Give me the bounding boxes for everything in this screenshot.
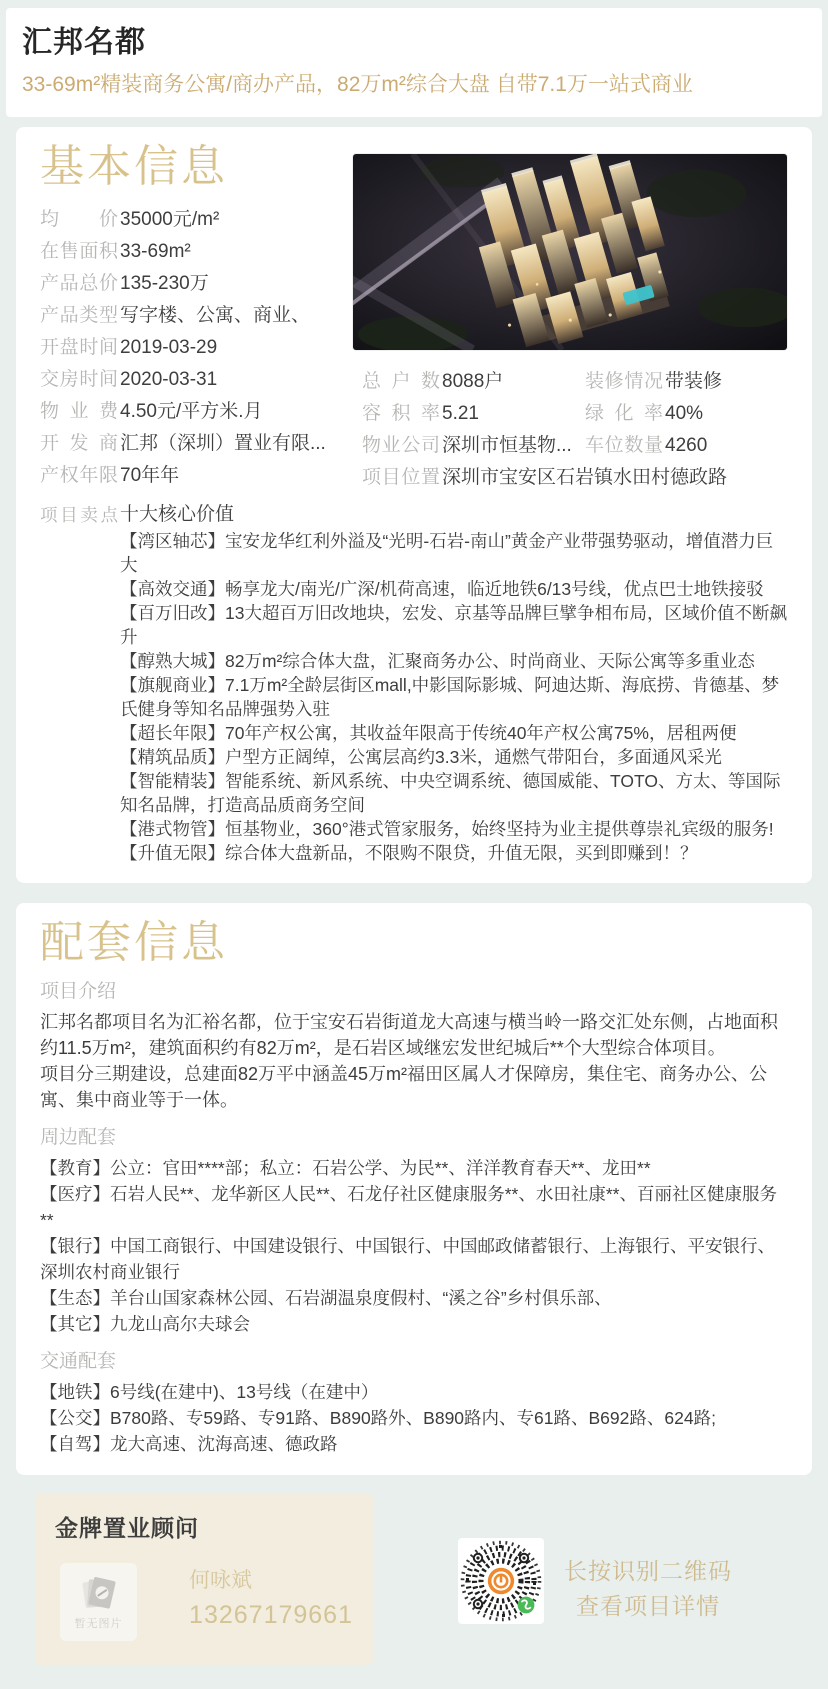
advisor-card bbox=[35, 1493, 373, 1665]
traffic-item-metro: 【地铁】6号线(在建中)、13号线（在建中） bbox=[40, 1382, 379, 1402]
selling-point-item: 【旗舰商业】7.1万m²全龄层街区mall,中影国际影城、阿迪达斯、海底捞、肯德基、梦氏健身等知名品牌强势入驻 bbox=[120, 675, 780, 719]
kv-label: 交房时间 bbox=[40, 369, 118, 390]
qr-caption bbox=[564, 1538, 732, 1624]
kv-label: 物业公司 bbox=[362, 435, 440, 456]
basic-info-card bbox=[16, 127, 812, 883]
project-intro-paragraph-2: 项目分三期建设，总建面82万平中涵盖45万m²福田区属人才保障房，集住宅、商务办公、公寓、集中商业等于一体。 bbox=[40, 1064, 768, 1110]
project-subtitle: 33-69m²精装商务公寓/商办产品，82万m²综合大盘 自带7.1万一站式商业 bbox=[22, 73, 693, 96]
basic-info-right-kv-list bbox=[352, 371, 788, 488]
page-header bbox=[6, 8, 822, 117]
kv-value: 40% bbox=[665, 403, 704, 424]
kv-row-parking-count bbox=[585, 435, 707, 456]
kv-value: 深圳市宝安区石岩镇水田村德政路 bbox=[442, 467, 728, 488]
kv-label: 在售面积 bbox=[40, 241, 118, 262]
kv-row-project-location bbox=[362, 467, 788, 488]
selling-point-item: 【升值无限】综合体大盘新品，不限购不限贷，升值无限，买到即赚到！？ bbox=[120, 843, 698, 863]
selling-points-headline: 十大核心价值 bbox=[120, 504, 235, 525]
kv-value: 135-230万 bbox=[120, 273, 209, 294]
kv-label: 均价 bbox=[40, 209, 118, 230]
basic-info-right-column bbox=[352, 143, 788, 499]
qr-caption-line1: 长按识别二维码 bbox=[564, 1558, 732, 1584]
kv-row-plot-ratio bbox=[362, 403, 585, 424]
advisor-photo-placeholder[interactable] bbox=[60, 1563, 137, 1641]
kv-value: 写字楼、公寓、商业、 bbox=[120, 305, 311, 326]
selling-points-content bbox=[120, 503, 788, 865]
selling-point-item: 【精筑品质】户型方正阔绰，公寓层高约3.3米，通燃气带阳台，多面通风采光 bbox=[120, 747, 722, 767]
kv-label: 开发商 bbox=[40, 433, 118, 454]
kv-value: 2020-03-31 bbox=[120, 369, 218, 390]
kv-value: 35000元/m² bbox=[120, 209, 220, 230]
building-rendering-image[interactable] bbox=[352, 153, 788, 351]
kv-value: 8088户 bbox=[442, 371, 504, 392]
project-title: 汇邦名都 bbox=[22, 26, 146, 59]
around-item-other: 【其它】九龙山高尔夫球会 bbox=[40, 1314, 250, 1334]
kv-row-delivery-date bbox=[40, 369, 336, 390]
around-facility-label: 周边配套 bbox=[40, 1127, 117, 1148]
selling-point-item: 【高效交通】畅享龙大/南光/广深/机荷高速，临近地铁6/13号线，优点巴士地铁接驳 bbox=[120, 579, 764, 599]
qr-caption-line2: 查看项目详情 bbox=[576, 1593, 720, 1619]
kv-label: 产权年限 bbox=[40, 465, 118, 486]
kv-row-total-households bbox=[362, 371, 585, 392]
kv-value: 2019-03-29 bbox=[120, 337, 218, 358]
kv-value: 深圳市恒基物... bbox=[442, 435, 572, 456]
kv-row-management-parking bbox=[362, 435, 788, 467]
kv-row-developer bbox=[40, 433, 336, 454]
traffic-item-drive: 【自驾】龙大高速、沈海高速、德政路 bbox=[40, 1434, 338, 1454]
kv-row-average-price bbox=[40, 209, 336, 230]
selling-point-item: 【超长年限】70年产权公寓，其收益年限高于传统40年产权公寓75%，居租两便 bbox=[120, 723, 737, 743]
facility-info-card bbox=[16, 903, 812, 1475]
kv-label: 装修情况 bbox=[585, 371, 663, 392]
no-photo-text: 暂无图片 bbox=[74, 1618, 123, 1630]
selling-point-item: 【醇熟大城】82万m²综合体大盘，汇聚商务办公、时尚商业、天际公寓等多重业态 bbox=[120, 651, 755, 671]
kv-row-product-type bbox=[40, 305, 336, 326]
selling-point-item: 【湾区轴芯】宝安龙华红利外溢及“光明-石岩-南山”黄金产业带强势驱动，增值潜力巨大 bbox=[120, 531, 774, 575]
advisor-name: 何咏斌 bbox=[189, 1569, 253, 1592]
kv-label: 容积率 bbox=[362, 403, 440, 424]
basic-info-kv-list bbox=[40, 209, 336, 486]
kv-label: 产品总价 bbox=[40, 273, 118, 294]
kv-row-tenure bbox=[40, 465, 336, 486]
facility-section-title: 配套信息 bbox=[40, 918, 228, 967]
advisor-card-title: 金牌置业顾问 bbox=[55, 1515, 199, 1541]
project-intro-label: 项目介绍 bbox=[40, 981, 117, 1002]
kv-row-decoration bbox=[585, 371, 722, 392]
kv-label: 开盘时间 bbox=[40, 337, 118, 358]
selling-point-item: 【百万旧改】13大超百万旧改地块，宏发、京基等品牌巨擘争相布局，区域价值不断飙升 bbox=[120, 603, 787, 647]
kv-label: 总户数 bbox=[362, 371, 440, 392]
kv-label: 绿化率 bbox=[585, 403, 663, 424]
mini-program-qr-code[interactable] bbox=[458, 1538, 544, 1624]
qr-zone bbox=[458, 1538, 732, 1624]
selling-point-item: 【港式物管】恒基物业，360°港式管家服务，始终坚持为业主提供尊崇礼宾级的服务! bbox=[120, 819, 774, 839]
kv-value: 带装修 bbox=[665, 371, 723, 392]
kv-value: 5.21 bbox=[442, 403, 479, 424]
basic-info-section-title: 基本信息 bbox=[40, 142, 228, 191]
kv-row-area-on-sale bbox=[40, 241, 336, 262]
kv-label: 物业费 bbox=[40, 401, 118, 422]
kv-value: 汇邦（深圳）置业有限... bbox=[120, 433, 326, 454]
kv-value: 33-69m² bbox=[120, 241, 191, 262]
project-intro-paragraph-1: 汇邦名都项目名为汇裕名都，位于宝安石岩街道龙大高速与横当岭一路交汇处东侧，占地面积约11.5万m²，建筑面积约有82万m²，是石岩区域继宏发世纪城后**个大型综合体项目。 bbox=[40, 1012, 778, 1058]
kv-value: 4260 bbox=[665, 435, 708, 456]
around-item-ecology: 【生态】羊台山国家森林公园、石岩湖温泉度假村、“溪之谷”乡村俱乐部、 bbox=[40, 1288, 612, 1308]
kv-value: 70年年 bbox=[120, 465, 180, 486]
kv-row-property-company bbox=[362, 435, 585, 456]
kv-row-opening-date bbox=[40, 337, 336, 358]
kv-row-total-price bbox=[40, 273, 336, 294]
kv-value: 4.50元/平方米.月 bbox=[120, 401, 263, 422]
kv-row-households-decoration bbox=[362, 371, 788, 403]
around-item-education: 【教育】公立：官田****部；私立：石岩公学、为民**、洋洋教育春天**、龙田** bbox=[40, 1158, 651, 1178]
basic-info-left-column bbox=[40, 143, 336, 499]
no-photo-icon bbox=[77, 1573, 121, 1613]
kv-label: 产品类型 bbox=[40, 305, 118, 326]
advisor-phone-number[interactable]: 13267179661 bbox=[189, 1601, 353, 1629]
kv-row-property-fee bbox=[40, 401, 336, 422]
selling-points-row bbox=[40, 503, 788, 865]
around-item-bank: 【银行】中国工商银行、中国建设银行、中国银行、中国邮政储蓄银行、上海银行、平安银行、深圳农村商业银行 bbox=[40, 1236, 775, 1282]
selling-points-label: 项目卖点 bbox=[40, 505, 118, 525]
kv-row-greening-rate bbox=[585, 403, 703, 424]
kv-row-ratios bbox=[362, 403, 788, 435]
selling-point-item: 【智能精装】智能系统、新风系统、中央空调系统、德国威能、TOTO、方太、等国际知名品牌，打造高品质商务空间 bbox=[120, 771, 781, 815]
kv-label: 项目位置 bbox=[362, 467, 440, 488]
traffic-item-bus: 【公交】B780路、专59路、专91路、B890路外、B890路内、专61路、B692路、624路; bbox=[40, 1408, 716, 1428]
around-item-medical: 【医疗】石岩人民**、龙华新区人民**、石龙仔社区健康服务**、水田社康**、百丽社区健康服务** bbox=[40, 1184, 777, 1230]
kv-label: 车位数量 bbox=[585, 435, 663, 456]
footer-area bbox=[0, 1493, 828, 1689]
traffic-facility-label: 交通配套 bbox=[40, 1351, 117, 1372]
